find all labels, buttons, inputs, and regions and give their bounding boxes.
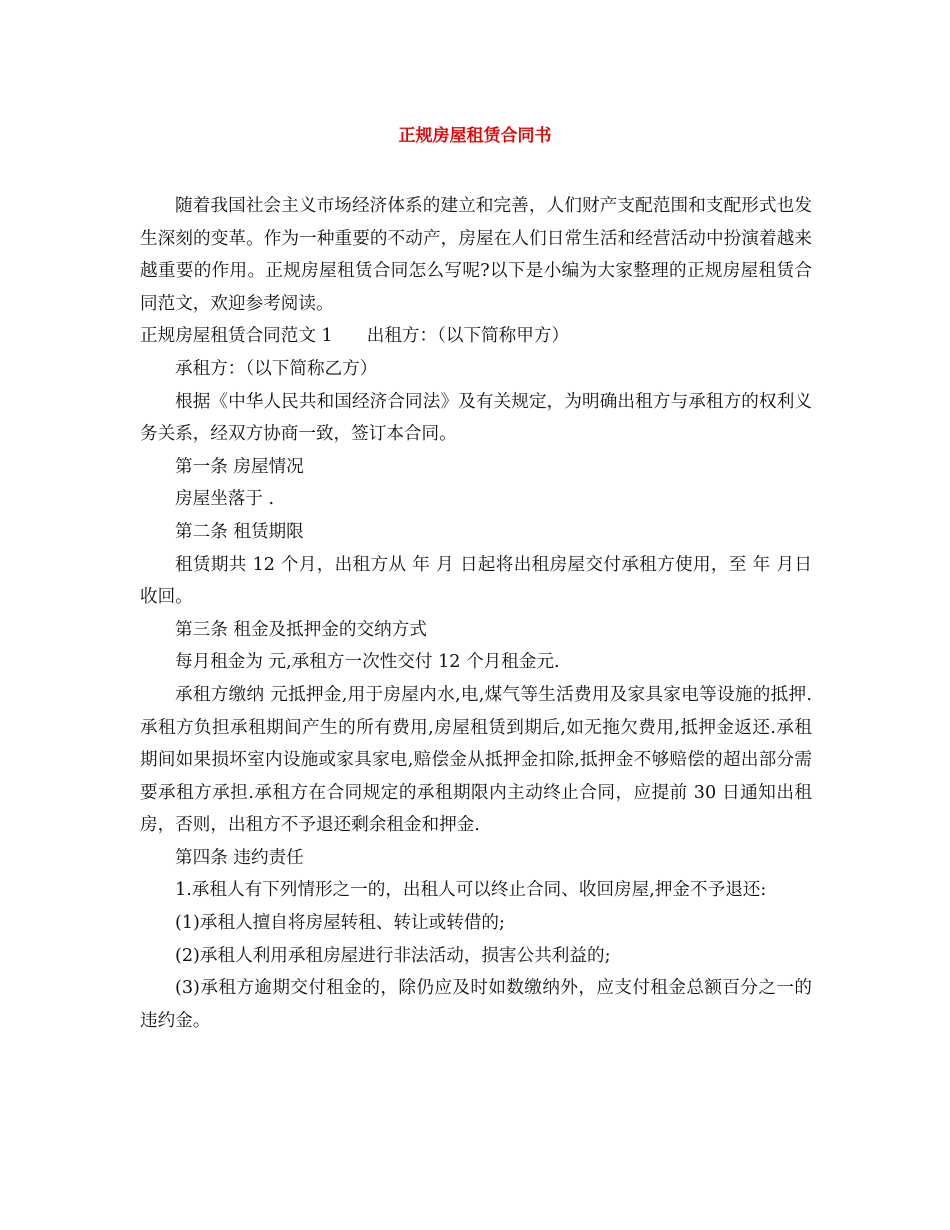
- article-4-item-1: 1.承租人有下列情形之一的，出租人可以终止合同、收回房屋,押金不予退还:: [175, 880, 767, 901]
- basis-paragraph: 根据《中华人民共和国经济合同法》及有关规定，为明确出租方与承租方的权利义务关系，经双方协商一致，签订本合同。: [140, 391, 812, 445]
- lessee-line: 承租方：（以下简称乙方）: [175, 358, 378, 379]
- document-title: 正规房屋租赁合同书: [398, 126, 552, 146]
- article-4-sub-3: (3)承租方逾期交付租金的，除仍应及时如数缴纳外，应支付租金总额百分之一的违约金。: [140, 978, 812, 1031]
- article-1-text: 房屋坐落于 .: [175, 489, 275, 510]
- article-4-title: 第四条 违约责任: [175, 847, 304, 868]
- article-4-sub-1: (1)承租人擅自将房屋转租、转让或转借的;: [175, 913, 505, 934]
- article-3-text-2: 承租方缴纳 元抵押金,用于房屋内水,电,煤气等生活费用及家具家电等设施的抵押.承租方负担承租期间产生的所有费用,房屋租赁到期后,如无拖欠费用,抵押金返还.承租期间如果损坏室内设施或家具家电,赔偿金从抵押金扣除,抵押金不够赔偿的超出部分需要承租方承担.承租方在合同规定的承租期限内主动终止合同，应提前 30 日通知出租房，否则，出租方不予退还剩余租金和押金.: [140, 684, 812, 836]
- sample-heading-line: [140, 320, 812, 353]
- article-3-title: 第三条 租金及抵押金的交纳方式: [175, 619, 427, 640]
- article-2-title: 第二条 租赁期限: [175, 521, 304, 542]
- article-2-text: 租赁期共 12 个月，出租方从 年 月 日起将出租房屋交付承租方使用，至 年 月日收回。: [140, 554, 812, 608]
- article-3-text-1: 每月租金为 元,承租方一次性交付 12 个月租金元.: [175, 652, 560, 673]
- article-4-sub-2: (2)承租人利用承租房屋进行非法活动，损害公共利益的;: [175, 945, 611, 966]
- intro-paragraph: 随着我国社会主义市场经济体系的建立和完善，人们财产支配范围和支配形式也发生深刻的变革。作为一种重要的不动产，房屋在人们日常生活和经营活动中扮演着越来越重要的作用。正规房屋租赁合同怎么写呢?以下是小编为大家整理的正规房屋租赁合同范文，欢迎参考阅读。: [140, 196, 812, 314]
- document-body: [140, 190, 812, 1037]
- lessor-line: 出租方：（以下简称甲方）: [366, 326, 570, 347]
- sample-heading: 正规房屋租赁合同范文 1: [140, 326, 333, 347]
- article-1-title: 第一条 房屋情况: [175, 456, 304, 477]
